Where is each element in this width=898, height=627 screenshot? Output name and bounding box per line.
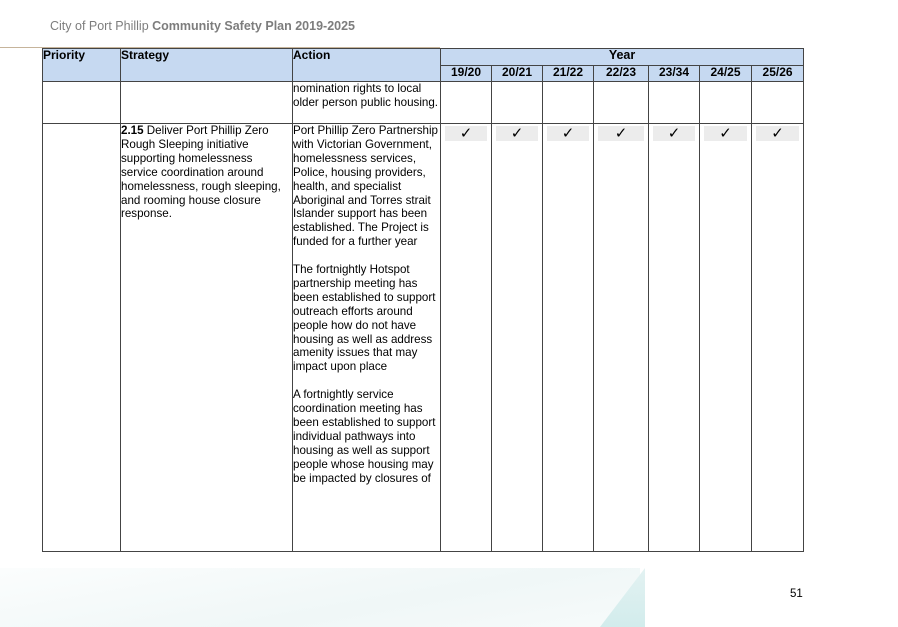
table-row <box>43 82 804 124</box>
year-header: 21/22 <box>543 66 594 82</box>
action-plan-table <box>42 48 804 552</box>
checkmark-icon: ✓ <box>496 126 538 141</box>
strategy-number: 2.15 <box>121 124 144 137</box>
action-cell: nomination rights to local older person public housing. <box>293 82 441 124</box>
checkmark-icon: ✓ <box>756 126 799 141</box>
checkmark-icon: ✓ <box>598 126 644 141</box>
action-paragraph: A fortnightly service coordination meeting has been established to support individual pathways into housing as well as support people whose housing may be impacted by closures of <box>293 388 436 485</box>
page-number: 51 <box>790 588 803 600</box>
year-header: 20/21 <box>492 66 543 82</box>
year-cell <box>441 82 492 124</box>
priority-cell <box>43 124 121 552</box>
col-header-strategy: Strategy <box>121 49 293 82</box>
document-header <box>50 19 355 33</box>
year-cell <box>441 124 492 552</box>
year-cell <box>492 124 543 552</box>
strategy-cell <box>121 82 293 124</box>
header-org: City of Port Phillip <box>50 19 149 33</box>
col-header-priority: Priority <box>43 49 121 82</box>
checkmark-icon: ✓ <box>704 126 747 141</box>
year-header: 22/23 <box>594 66 649 82</box>
table-row <box>43 124 804 552</box>
year-cell <box>543 124 594 552</box>
action-paragraph: Port Phillip Zero Partnership with Victorian Government, homelessness services, Police, housing providers, health, and specialist Aboriginal and Torres strait Islander support has been established. The Project is funded for a further year <box>293 124 438 249</box>
year-cell <box>649 82 700 124</box>
year-cell <box>649 124 700 552</box>
year-cell <box>594 124 649 552</box>
year-header: 19/20 <box>441 66 492 82</box>
strategy-cell <box>121 124 293 552</box>
background-watermark <box>0 568 640 627</box>
action-paragraph: The fortnightly Hotspot partnership meeting has been established to support outreach efforts around people how do not have housing as well as address amenity issues that may impact upon place <box>293 263 436 374</box>
year-cell <box>543 82 594 124</box>
year-cell <box>492 82 543 124</box>
priority-cell <box>43 82 121 124</box>
year-cell <box>594 82 649 124</box>
year-header: 23/34 <box>649 66 700 82</box>
col-header-action: Action <box>293 49 441 82</box>
checkmark-icon: ✓ <box>445 126 487 141</box>
year-cell <box>752 82 804 124</box>
checkmark-icon: ✓ <box>653 126 695 141</box>
action-cell <box>293 124 441 552</box>
table-header-row <box>43 49 804 66</box>
header-plan-title: Community Safety Plan 2019-2025 <box>152 19 356 33</box>
year-cell <box>700 124 752 552</box>
col-header-year: Year <box>441 49 804 66</box>
year-header: 24/25 <box>700 66 752 82</box>
year-header: 25/26 <box>752 66 804 82</box>
checkmark-icon: ✓ <box>547 126 589 141</box>
year-cell <box>700 82 752 124</box>
year-cell <box>752 124 804 552</box>
strategy-text: Deliver Port Phillip Zero Rough Sleeping initiative supporting homelessness service coordination around homelessness, rough sleeping, and rooming house closure response. <box>121 124 281 221</box>
